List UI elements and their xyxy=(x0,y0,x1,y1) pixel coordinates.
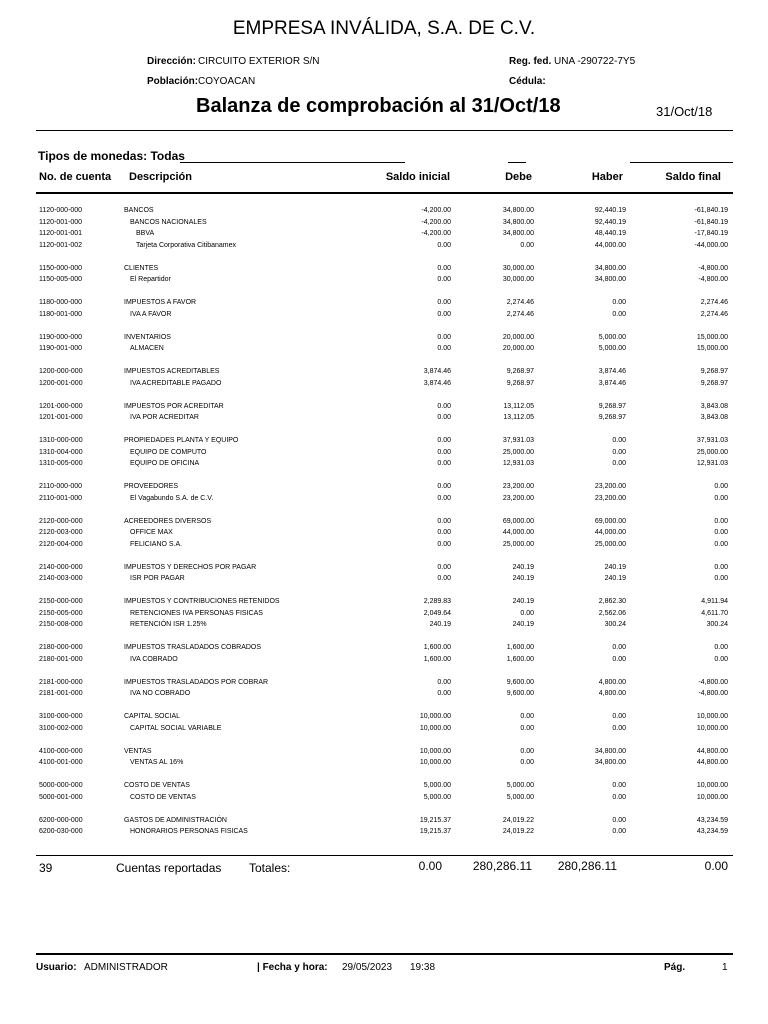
cell-descripcion: VENTAS AL 16% xyxy=(130,759,184,766)
poblacion-label: Población: xyxy=(147,76,199,87)
cell-saldo-inicial: 0.00 xyxy=(437,460,451,467)
totales-label: Totales: xyxy=(249,861,291,875)
cell-cuenta: 6200-030-000 xyxy=(39,828,83,835)
tipos-underline-2 xyxy=(508,162,526,163)
cell-saldo-final: 0.00 xyxy=(714,575,728,582)
report-title: Balanza de comprobación al 31/Oct/18 xyxy=(196,95,561,117)
cell-debe: 240.19 xyxy=(512,621,534,628)
cell-saldo-final: -44,000.00 xyxy=(694,241,728,249)
cell-descripcion: IVA COBRADO xyxy=(130,655,178,663)
cell-debe: 37,931.03 xyxy=(502,437,534,444)
cell-saldo-inicial: 0.00 xyxy=(437,563,451,571)
cell-haber: 240.19 xyxy=(604,563,626,571)
cell-saldo-final: 44,800.00 xyxy=(696,759,728,766)
cell-cuenta: 1120-001-002 xyxy=(39,241,83,249)
cell-saldo-inicial: 19,215.37 xyxy=(419,816,451,824)
cell-saldo-inicial: 5,000.00 xyxy=(423,793,451,801)
cell-haber: 92,440.19 xyxy=(594,207,626,214)
cell-saldo-inicial: 0.00 xyxy=(437,264,451,272)
cell-haber: 23,200.00 xyxy=(594,483,626,490)
cell-descripcion: El Vagabundo S.A. de C.V. xyxy=(130,494,214,502)
cell-debe: 34,800.00 xyxy=(502,207,534,214)
cell-saldo-final: 10,000.00 xyxy=(696,782,728,789)
cell-haber: 9,268.97 xyxy=(598,402,626,410)
cell-cuenta: 1201-000-000 xyxy=(39,402,83,410)
cell-saldo-inicial: 0.00 xyxy=(437,494,451,502)
cell-haber: 9,268.97 xyxy=(598,414,626,421)
cell-descripcion: FELICIANO S.A. xyxy=(130,540,183,548)
cell-saldo-inicial: -4,200.00 xyxy=(421,230,451,237)
cell-haber: 4,800.00 xyxy=(598,678,626,686)
cell-saldo-inicial: -4,200.00 xyxy=(421,207,451,214)
cell-descripcion: RETENCIONES IVA PERSONAS FISICAS xyxy=(130,609,263,617)
cell-haber: 0.00 xyxy=(612,793,626,801)
cell-saldo-final: -61,840.19 xyxy=(694,218,728,226)
cell-haber: 0.00 xyxy=(612,299,626,306)
cell-descripcion: IMPUESTOS ACREDITABLES xyxy=(124,368,220,375)
cell-saldo-final: -4,800.00 xyxy=(698,264,728,272)
cell-debe: 2,274.46 xyxy=(506,310,534,318)
cell-debe: 34,800.00 xyxy=(502,230,534,237)
cell-saldo-inicial: 0.00 xyxy=(437,517,451,525)
cell-cuenta: 1150-000-000 xyxy=(39,264,83,272)
cell-haber: 240.19 xyxy=(604,575,626,582)
cell-cuenta: 1310-000-000 xyxy=(39,437,83,444)
cell-cuenta: 2120-000-000 xyxy=(39,517,83,525)
cell-haber: 23,200.00 xyxy=(594,494,626,502)
cell-saldo-inicial: 1,600.00 xyxy=(423,655,451,663)
col-header-saldo-inicial: Saldo inicial xyxy=(385,171,450,183)
cell-haber: 0.00 xyxy=(612,724,626,732)
cell-saldo-final: 37,931.03 xyxy=(696,437,728,444)
cell-saldo-inicial: 240.19 xyxy=(429,621,451,628)
cell-cuenta: 1201-001-000 xyxy=(39,414,83,421)
cell-saldo-final: 10,000.00 xyxy=(696,724,728,732)
cell-saldo-inicial: 5,000.00 xyxy=(423,782,451,789)
cell-saldo-inicial: 0.00 xyxy=(437,690,451,697)
cell-saldo-final: -17,840.19 xyxy=(694,230,728,237)
cell-saldo-inicial: 0.00 xyxy=(437,529,451,536)
poblacion-value: COYOACAN xyxy=(198,76,256,87)
cell-descripcion: IVA NO COBRADO xyxy=(130,690,191,697)
cell-haber: 2,562.06 xyxy=(598,609,626,617)
cell-haber: 0.00 xyxy=(612,782,626,789)
cell-cuenta: 1180-000-000 xyxy=(39,299,83,306)
cell-debe: 0.00 xyxy=(520,241,534,249)
total-haber: 280,286.11 xyxy=(557,859,617,873)
cell-debe: 5,000.00 xyxy=(506,793,534,801)
cell-saldo-inicial: 0.00 xyxy=(437,483,451,490)
cell-debe: 24,019.22 xyxy=(502,828,534,835)
cell-debe: 23,200.00 xyxy=(502,494,534,502)
cell-debe: 69,000.00 xyxy=(502,517,534,525)
cell-descripcion: ACREEDORES DIVERSOS xyxy=(124,517,212,525)
cell-saldo-inicial: 3,874.46 xyxy=(423,368,451,375)
cell-haber: 0.00 xyxy=(612,310,626,318)
cell-debe: 20,000.00 xyxy=(502,333,534,341)
cell-cuenta: 1120-001-001 xyxy=(39,230,83,237)
cell-saldo-inicial: 0.00 xyxy=(437,540,451,548)
cell-saldo-inicial: 19,215.37 xyxy=(419,828,451,835)
col-header-saldo-final: Saldo final xyxy=(665,171,721,183)
cell-descripcion: IMPUESTOS Y DERECHOS POR PAGAR xyxy=(124,563,257,571)
cell-haber: 44,000.00 xyxy=(594,241,626,249)
cell-haber: 0.00 xyxy=(612,437,626,444)
col-header-descripcion: Descripción xyxy=(129,171,192,183)
cell-saldo-inicial: 0.00 xyxy=(437,345,451,352)
cell-haber: 34,800.00 xyxy=(594,747,626,755)
cell-haber: 0.00 xyxy=(612,828,626,835)
cell-saldo-inicial: 10,000.00 xyxy=(419,759,451,766)
cell-debe: 5,000.00 xyxy=(506,782,534,789)
cell-haber: 34,800.00 xyxy=(594,264,626,272)
cell-debe: 1,600.00 xyxy=(506,644,534,651)
cell-saldo-inicial: 0.00 xyxy=(437,241,451,249)
cell-cuenta: 2150-000-000 xyxy=(39,598,83,605)
col-header-cuenta: No. de cuenta xyxy=(39,171,112,183)
pagina-value: 1 xyxy=(722,962,728,973)
cell-haber: 3,874.46 xyxy=(598,368,626,375)
cell-cuenta: 4100-001-000 xyxy=(39,759,83,766)
cell-haber: 34,800.00 xyxy=(594,276,626,283)
cell-cuenta: 1200-001-000 xyxy=(39,379,83,387)
cell-saldo-final: 300.24 xyxy=(706,621,728,628)
cell-saldo-final: 2,274.46 xyxy=(700,310,728,318)
cell-saldo-inicial: 0.00 xyxy=(437,333,451,341)
cell-debe: 23,200.00 xyxy=(502,483,534,490)
tipos-underline-1 xyxy=(180,162,405,163)
cell-descripcion: CAPITAL SOCIAL VARIABLE xyxy=(130,724,222,732)
cell-descripcion: BANCOS xyxy=(124,207,154,214)
cell-saldo-inicial: 0.00 xyxy=(437,276,451,283)
cell-descripcion: Tarjeta Corporativa Citibanamex xyxy=(136,241,236,249)
cell-saldo-inicial: 0.00 xyxy=(437,448,451,456)
cell-haber: 4,800.00 xyxy=(598,690,626,697)
cell-cuenta: 2140-000-000 xyxy=(39,563,83,571)
cell-cuenta: 2140-003-000 xyxy=(39,575,83,582)
cell-saldo-inicial: 0.00 xyxy=(437,299,451,306)
cell-saldo-final: 15,000.00 xyxy=(696,333,728,341)
cell-saldo-final: 43,234.59 xyxy=(696,816,728,824)
cell-debe: 44,000.00 xyxy=(502,529,534,536)
accounts-count-label: Cuentas reportadas xyxy=(116,861,222,875)
cell-saldo-final: 9,268.97 xyxy=(700,368,728,375)
cell-saldo-final: 0.00 xyxy=(714,529,728,536)
cell-debe: 0.00 xyxy=(520,609,534,617)
cell-saldo-inicial: 3,874.46 xyxy=(423,379,451,387)
cell-debe: 24,019.22 xyxy=(502,816,534,824)
cell-saldo-inicial: -4,200.00 xyxy=(421,218,451,226)
cell-debe: 30,000.00 xyxy=(502,276,534,283)
cell-haber: 5,000.00 xyxy=(598,345,626,352)
total-saldo-inicial: 0.00 xyxy=(418,859,442,873)
cell-cuenta: 5000-001-000 xyxy=(39,793,83,801)
cell-descripcion: RETENCIÓN ISR 1.25% xyxy=(130,621,207,628)
cell-saldo-final: 44,800.00 xyxy=(696,747,728,755)
cell-saldo-final: 10,000.00 xyxy=(696,713,728,720)
cell-descripcion: ALMACEN xyxy=(130,345,164,352)
cell-haber: 48,440.19 xyxy=(594,230,626,237)
cell-haber: 0.00 xyxy=(612,655,626,663)
total-debe: 280,286.11 xyxy=(472,859,532,873)
fecha-value: 29/05/2023 xyxy=(342,962,393,973)
cell-saldo-inicial: 2,289.83 xyxy=(423,598,451,605)
cell-haber: 300.24 xyxy=(604,621,626,628)
cell-cuenta: 1190-000-000 xyxy=(39,333,83,341)
fecha-label: | Fecha y hora: xyxy=(257,962,328,973)
cell-saldo-inicial: 1,600.00 xyxy=(423,644,451,651)
cell-descripcion: BBVA xyxy=(136,230,155,237)
cell-haber: 3,874.46 xyxy=(598,379,626,387)
cell-descripcion: IMPUESTOS TRASLADADOS POR COBRAR xyxy=(124,678,269,686)
cell-saldo-final: 0.00 xyxy=(714,563,728,571)
cell-cuenta: 2120-003-000 xyxy=(39,529,83,536)
cell-descripcion: CLIENTES xyxy=(124,264,159,272)
cell-haber: 0.00 xyxy=(612,816,626,824)
cell-cuenta: 1310-005-000 xyxy=(39,460,83,467)
cell-haber: 0.00 xyxy=(612,448,626,456)
cell-saldo-final: 15,000.00 xyxy=(696,345,728,352)
header-divider xyxy=(36,130,733,131)
cell-debe: 13,112.05 xyxy=(503,414,534,421)
cell-saldo-inicial: 2,049.64 xyxy=(423,609,451,617)
cell-descripcion: IVA ACREDITABLE PAGADO xyxy=(130,379,222,387)
cell-debe: 240.19 xyxy=(512,598,534,605)
cell-debe: 9,268.97 xyxy=(506,368,534,375)
cell-debe: 9,600.00 xyxy=(506,690,534,697)
cell-saldo-inicial: 0.00 xyxy=(437,437,451,444)
cell-haber: 34,800.00 xyxy=(594,759,626,766)
cell-haber: 92,440.19 xyxy=(594,218,626,226)
cell-saldo-inicial: 10,000.00 xyxy=(419,724,451,732)
total-saldo-final: 0.00 xyxy=(704,859,728,873)
cell-descripcion: IMPUESTOS TRASLADADOS COBRADOS xyxy=(124,644,262,651)
cell-descripcion: INVENTARIOS xyxy=(124,333,171,341)
cell-saldo-inicial: 10,000.00 xyxy=(419,713,451,720)
cell-haber: 0.00 xyxy=(612,713,626,720)
cell-saldo-final: 12,931.03 xyxy=(696,460,728,467)
company-name: EMPRESA INVÁLIDA, S.A. DE C.V. xyxy=(232,18,536,39)
cell-cuenta: 2150-008-000 xyxy=(39,621,83,628)
cell-saldo-final: 2,274.46 xyxy=(700,299,728,306)
pagina-label: Pág. xyxy=(664,962,686,973)
cell-saldo-final: 4,611.70 xyxy=(701,609,728,617)
cell-debe: 25,000.00 xyxy=(502,448,534,456)
cell-descripcion: ISR POR PAGAR xyxy=(130,575,185,582)
cell-debe: 30,000.00 xyxy=(502,264,534,272)
direccion-value: CIRCUITO EXTERIOR S/N xyxy=(198,56,320,67)
cell-cuenta: 2150-005-000 xyxy=(39,609,83,617)
cell-debe: 1,600.00 xyxy=(506,655,534,663)
hora-value: 19:38 xyxy=(410,962,436,973)
cell-saldo-final: 0.00 xyxy=(714,483,728,490)
cell-debe: 12,931.03 xyxy=(502,460,534,467)
cell-descripcion: VENTAS xyxy=(124,747,152,755)
cell-saldo-inicial: 0.00 xyxy=(437,402,451,410)
cell-cuenta: 1150-005-000 xyxy=(39,276,83,283)
cell-saldo-inicial: 0.00 xyxy=(437,575,451,582)
cell-descripcion: HONORARIOS PERSONAS FISICAS xyxy=(130,828,248,835)
cell-saldo-final: 3,843.08 xyxy=(700,402,728,410)
cell-descripcion: IVA POR ACREDITAR xyxy=(130,414,199,421)
cell-cuenta: 1190-001-000 xyxy=(39,345,83,352)
cell-haber: 0.00 xyxy=(612,460,626,467)
cell-saldo-final: 0.00 xyxy=(714,517,728,525)
cell-debe: 2,274.46 xyxy=(506,299,534,306)
cell-haber: 69,000.00 xyxy=(594,517,626,525)
cell-saldo-final: 4,911.94 xyxy=(701,598,728,605)
cell-debe: 9,268.97 xyxy=(506,379,534,387)
cell-debe: 0.00 xyxy=(520,724,534,732)
cell-cuenta: 2120-004-000 xyxy=(39,540,83,548)
cell-debe: 240.19 xyxy=(512,575,534,582)
cell-cuenta: 1200-000-000 xyxy=(39,368,83,375)
cell-cuenta: 6200-000-000 xyxy=(39,816,83,824)
cell-descripcion: OFFICE MAX xyxy=(130,529,173,536)
cell-saldo-inicial: 10,000.00 xyxy=(419,747,451,755)
report-date: 31/Oct/18 xyxy=(656,104,713,119)
cell-debe: 9,600.00 xyxy=(506,678,534,686)
cell-haber: 5,000.00 xyxy=(598,333,626,341)
cell-descripcion: IVA A FAVOR xyxy=(130,310,172,318)
totals-divider xyxy=(36,855,733,856)
cell-cuenta: 2110-000-000 xyxy=(39,483,83,490)
cell-cuenta: 1120-001-000 xyxy=(39,218,83,226)
cell-cuenta: 4100-000-000 xyxy=(39,747,83,755)
cell-cuenta: 5000-000-000 xyxy=(39,782,83,789)
cell-cuenta: 1310-004-000 xyxy=(39,448,83,456)
usuario-label: Usuario: xyxy=(36,962,77,973)
cell-saldo-final: 0.00 xyxy=(714,655,728,663)
cell-cuenta: 3100-002-000 xyxy=(39,724,83,732)
cell-descripcion: EQUIPO DE OFICINA xyxy=(130,460,200,467)
cell-descripcion: PROPIEDADES PLANTA Y EQUIPO xyxy=(124,437,239,444)
cell-descripcion: GASTOS DE ADMINISTRACIÓN xyxy=(124,816,227,824)
cell-descripcion: COSTO DE VENTAS xyxy=(130,793,196,801)
cell-debe: 25,000.00 xyxy=(502,540,534,548)
cell-cuenta: 2181-000-000 xyxy=(39,678,83,686)
cell-debe: 0.00 xyxy=(520,747,534,755)
cell-descripcion: EQUIPO DE COMPUTO xyxy=(130,448,207,456)
accounts-count: 39 xyxy=(39,861,53,875)
cell-descripcion: IMPUESTOS Y CONTRIBUCIONES RETENIDOS xyxy=(124,598,280,605)
col-header-debe: Debe xyxy=(505,171,532,183)
cedula-label: Cédula: xyxy=(509,76,546,87)
cell-debe: 0.00 xyxy=(520,713,534,720)
cell-debe: 20,000.00 xyxy=(502,345,534,352)
cell-saldo-final: 3,843.08 xyxy=(700,414,728,421)
regfed-label: Reg. fed. xyxy=(509,56,552,67)
cell-descripcion: IMPUESTOS POR ACREDITAR xyxy=(124,402,224,410)
cell-cuenta: 2181-001-000 xyxy=(39,690,83,697)
cell-descripcion: IMPUESTOS A FAVOR xyxy=(124,299,197,306)
cell-saldo-final: 25,000.00 xyxy=(696,448,728,456)
cell-haber: 2,862.30 xyxy=(598,598,626,605)
direccion-label: Dirección: xyxy=(147,56,196,67)
cell-saldo-final: -61,840.19 xyxy=(694,207,728,214)
cell-cuenta: 2180-001-000 xyxy=(39,655,83,663)
tipos-monedas: Tipos de monedas: Todas xyxy=(38,149,185,163)
cell-descripcion: PROVEEDORES xyxy=(124,483,179,490)
table-header-divider xyxy=(36,192,733,194)
tipos-underline-3 xyxy=(630,162,733,163)
cell-saldo-final: -4,800.00 xyxy=(698,690,728,697)
cell-descripcion: BANCOS NACIONALES xyxy=(130,218,207,226)
cell-debe: 240.19 xyxy=(512,563,534,571)
cell-cuenta: 3100-000-000 xyxy=(39,713,83,720)
cell-saldo-final: 10,000.00 xyxy=(696,793,728,801)
cell-saldo-inicial: 0.00 xyxy=(437,678,451,686)
cell-debe: 34,800.00 xyxy=(502,218,534,226)
cell-saldo-final: -4,800.00 xyxy=(698,678,728,686)
cell-cuenta: 1180-001-000 xyxy=(39,310,83,318)
usuario-value: ADMINISTRADOR xyxy=(84,962,168,973)
cell-haber: 0.00 xyxy=(612,644,626,651)
cell-saldo-final: 0.00 xyxy=(714,494,728,502)
cell-saldo-inicial: 0.00 xyxy=(437,414,451,421)
cell-cuenta: 2110-001-000 xyxy=(39,494,83,502)
cell-descripcion: COSTO DE VENTAS xyxy=(124,782,190,789)
footer-divider xyxy=(36,953,733,955)
col-header-haber: Haber xyxy=(591,171,623,183)
cell-haber: 44,000.00 xyxy=(594,529,626,536)
cell-saldo-inicial: 0.00 xyxy=(437,310,451,318)
cell-debe: 13,112.05 xyxy=(503,402,534,410)
cell-saldo-final: 0.00 xyxy=(714,644,728,651)
cell-saldo-final: 9,268.97 xyxy=(700,379,728,387)
cell-saldo-final: -4,800.00 xyxy=(698,276,728,283)
cell-cuenta: 2180-000-000 xyxy=(39,644,83,651)
regfed-value: UNA -290722-7Y5 xyxy=(554,56,636,67)
cell-descripcion: El Repartidor xyxy=(130,276,171,283)
cell-cuenta: 1120-000-000 xyxy=(39,207,83,214)
cell-saldo-final: 43,234.59 xyxy=(696,828,728,835)
cell-haber: 25,000.00 xyxy=(594,540,626,548)
cell-descripcion: CAPITAL SOCIAL xyxy=(124,713,181,720)
cell-debe: 0.00 xyxy=(520,759,534,766)
cell-saldo-final: 0.00 xyxy=(714,540,728,548)
